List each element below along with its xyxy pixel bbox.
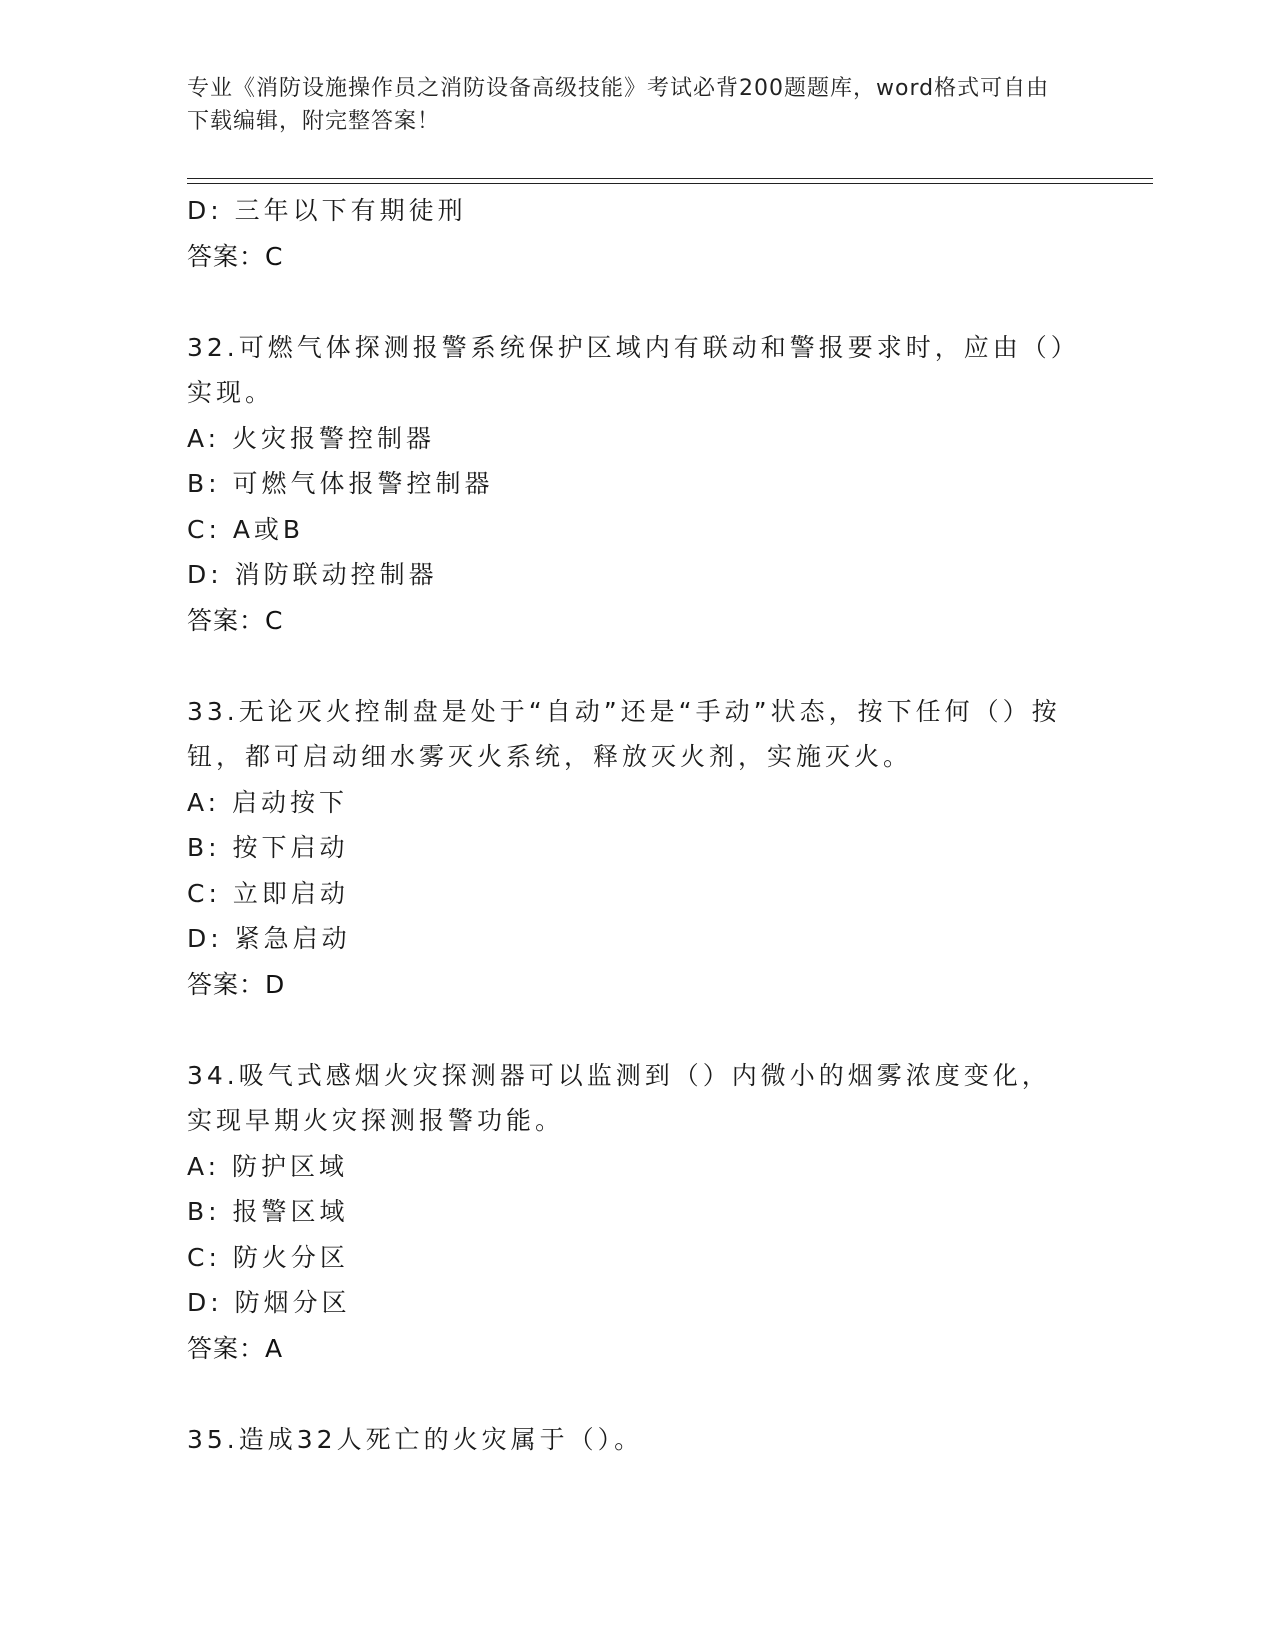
- spacer: [187, 1371, 1077, 1417]
- question-stem: 32.可燃气体探测报警系统保护区域内有联动和警报要求时，应由（）实现。: [187, 332, 1068, 407]
- option-c: C: 防火分区: [187, 1242, 349, 1272]
- spacer: [187, 1007, 1077, 1053]
- answer: 答案：A: [187, 1333, 284, 1363]
- header-rule-top: [187, 178, 1153, 179]
- answer: 答案：C: [187, 241, 284, 271]
- question-34: [187, 1053, 1077, 1372]
- option-a: A: 防护区域: [187, 1151, 349, 1181]
- option-d: D: 防烟分区: [187, 1288, 351, 1317]
- header-rule-bottom: [187, 183, 1153, 184]
- question-list: [187, 188, 1077, 1462]
- option-a: A: 启动按下: [187, 787, 349, 817]
- option-b: B: 按下启动: [187, 833, 349, 862]
- page-header: 专业《消防设施操作员之消防设备高级技能》考试必背200题题库，word格式可自由下载编辑，附完整答案！: [187, 76, 1050, 134]
- option-c: C: 立即启动: [187, 878, 349, 908]
- option-d: D: 消防联动控制器: [187, 560, 438, 589]
- spacer: [187, 279, 1077, 325]
- question-stem: 33.无论灭火控制盘是处于“自动”还是“手动”状态，按下任何（）按钮，都可启动细水雾灭火系统，释放灭火剂，实施灭火。: [187, 696, 1061, 771]
- answer: 答案：D: [187, 969, 286, 999]
- option-a: A: 火灾报警控制器: [187, 423, 436, 453]
- option-d: D: 紧急启动: [187, 924, 351, 953]
- option-b: B: 可燃气体报警控制器: [187, 469, 494, 498]
- question-31-tail: [187, 188, 1077, 279]
- option-c: C: A或B: [187, 514, 305, 544]
- option-b: B: 报警区域: [187, 1197, 349, 1226]
- question-35: [187, 1417, 1077, 1463]
- spacer: [187, 643, 1077, 689]
- question-stem: 34.吸气式感烟火灾探测器可以监测到（）内微小的烟雾浓度变化，实现早期火灾探测报警功能。: [187, 1060, 1051, 1135]
- question-33: [187, 689, 1077, 1008]
- option-d: D: 三年以下有期徒刑: [187, 196, 467, 225]
- question-32: [187, 325, 1077, 644]
- answer: 答案：C: [187, 605, 284, 635]
- question-stem: 35.造成32人死亡的火灾属于（）。: [187, 1424, 644, 1454]
